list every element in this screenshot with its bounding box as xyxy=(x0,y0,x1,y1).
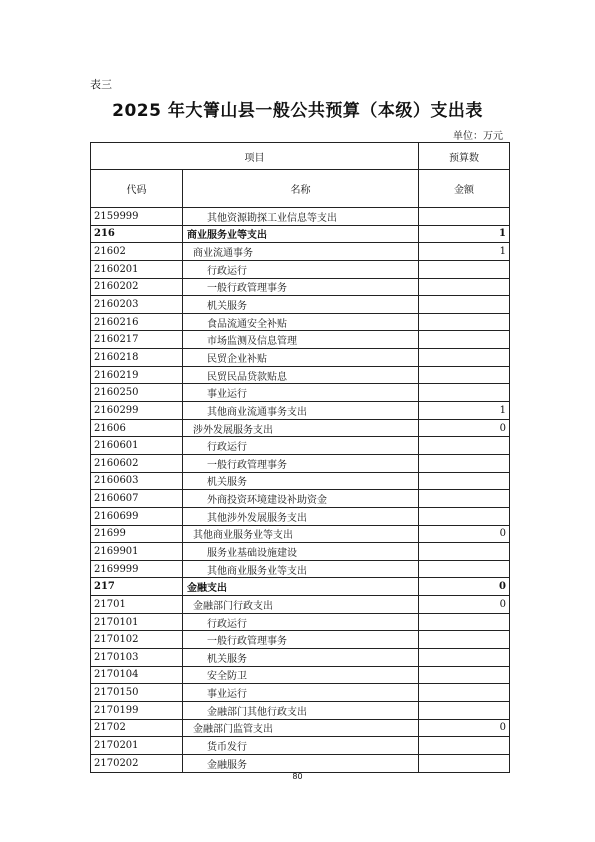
name-cell: 机关服务 xyxy=(183,472,419,490)
code-cell: 2160603 xyxy=(91,472,183,490)
amount-cell xyxy=(419,296,510,314)
name-cell: 事业运行 xyxy=(183,684,419,702)
name-cell: 一般行政管理事务 xyxy=(183,278,419,296)
name-cell: 食品流通安全补贴 xyxy=(183,313,419,331)
table-row xyxy=(91,472,510,490)
header-name: 名称 xyxy=(183,170,419,208)
table-row xyxy=(91,419,510,437)
code-cell: 2170199 xyxy=(91,701,183,719)
name-cell: 行政运行 xyxy=(183,437,419,455)
header-row-bottom xyxy=(91,170,510,208)
amount-cell xyxy=(419,331,510,349)
name-cell: 其他商业流通事务支出 xyxy=(183,402,419,420)
name-cell: 金融部门行政支出 xyxy=(183,596,419,614)
code-cell: 2160218 xyxy=(91,349,183,367)
name-cell: 机关服务 xyxy=(183,649,419,667)
name-cell: 行政运行 xyxy=(183,613,419,631)
name-cell: 其他商业服务业等支出 xyxy=(183,525,419,543)
amount-cell xyxy=(419,613,510,631)
table-row xyxy=(91,225,510,243)
table-row xyxy=(91,737,510,755)
code-cell: 2160217 xyxy=(91,331,183,349)
amount-cell: 0 xyxy=(419,578,510,596)
code-cell: 2170201 xyxy=(91,737,183,755)
amount-cell xyxy=(419,437,510,455)
table-row xyxy=(91,490,510,508)
amount-cell: 0 xyxy=(419,525,510,543)
table-row xyxy=(91,507,510,525)
code-cell: 2160216 xyxy=(91,313,183,331)
name-cell: 外商投资环境建设补助资金 xyxy=(183,490,419,508)
amount-cell xyxy=(419,454,510,472)
amount-cell: 1 xyxy=(419,225,510,243)
table-body xyxy=(91,208,510,773)
name-cell: 金融部门监管支出 xyxy=(183,719,419,737)
name-cell: 事业运行 xyxy=(183,384,419,402)
name-cell: 机关服务 xyxy=(183,296,419,314)
amount-cell xyxy=(419,278,510,296)
table-row xyxy=(91,684,510,702)
header-project: 项目 xyxy=(91,143,419,170)
code-cell: 21699 xyxy=(91,525,183,543)
name-cell: 其他资源勘探工业信息等支出 xyxy=(183,208,419,226)
name-cell: 市场监测及信息管理 xyxy=(183,331,419,349)
amount-cell xyxy=(419,666,510,684)
amount-cell xyxy=(419,260,510,278)
name-cell: 行政运行 xyxy=(183,260,419,278)
code-cell: 2169901 xyxy=(91,543,183,561)
header-code: 代码 xyxy=(91,170,183,208)
table-row xyxy=(91,243,510,261)
table-row xyxy=(91,525,510,543)
code-cell: 2160250 xyxy=(91,384,183,402)
name-cell: 金融支出 xyxy=(183,578,419,596)
amount-cell: 1 xyxy=(419,402,510,420)
amount-cell xyxy=(419,208,510,226)
table-row xyxy=(91,596,510,614)
amount-cell: 0 xyxy=(419,719,510,737)
code-cell: 2160203 xyxy=(91,296,183,314)
amount-cell xyxy=(419,472,510,490)
table-row xyxy=(91,260,510,278)
amount-cell: 0 xyxy=(419,419,510,437)
code-cell: 2170150 xyxy=(91,684,183,702)
amount-cell xyxy=(419,507,510,525)
name-cell: 安全防卫 xyxy=(183,666,419,684)
amount-cell xyxy=(419,349,510,367)
amount-cell xyxy=(419,543,510,561)
table-row xyxy=(91,349,510,367)
table-row xyxy=(91,578,510,596)
table-row xyxy=(91,649,510,667)
code-cell: 2170202 xyxy=(91,754,183,772)
amount-cell xyxy=(419,384,510,402)
code-cell: 2170102 xyxy=(91,631,183,649)
budget-table xyxy=(90,142,510,773)
table-label: 表三 xyxy=(90,78,112,91)
amount-cell xyxy=(419,701,510,719)
amount-cell xyxy=(419,560,510,578)
table-row xyxy=(91,666,510,684)
code-cell: 2160602 xyxy=(91,454,183,472)
name-cell: 民贸企业补贴 xyxy=(183,349,419,367)
code-cell: 2160601 xyxy=(91,437,183,455)
header-budget: 预算数 xyxy=(419,143,510,170)
code-cell: 2170101 xyxy=(91,613,183,631)
amount-cell xyxy=(419,366,510,384)
name-cell: 其他商业服务业等支出 xyxy=(183,560,419,578)
page-number: 80 xyxy=(292,772,303,781)
unit-label: 单位：万元 xyxy=(453,131,503,142)
name-cell: 一般行政管理事务 xyxy=(183,631,419,649)
code-cell: 2160607 xyxy=(91,490,183,508)
code-cell: 2160219 xyxy=(91,366,183,384)
table-row xyxy=(91,296,510,314)
table-row xyxy=(91,701,510,719)
code-cell: 2160201 xyxy=(91,260,183,278)
amount-cell xyxy=(419,631,510,649)
page-title: 2025 年大箐山县一般公共预算（本级）支出表 xyxy=(112,101,483,121)
table-row xyxy=(91,560,510,578)
table-row xyxy=(91,331,510,349)
amount-cell xyxy=(419,737,510,755)
table-row xyxy=(91,437,510,455)
amount-cell: 0 xyxy=(419,596,510,614)
table-row xyxy=(91,454,510,472)
code-cell: 21702 xyxy=(91,719,183,737)
code-cell: 216 xyxy=(91,225,183,243)
table-row xyxy=(91,208,510,226)
header-row-top xyxy=(91,143,510,170)
table-row xyxy=(91,754,510,772)
code-cell: 2160202 xyxy=(91,278,183,296)
table-row xyxy=(91,719,510,737)
name-cell: 商业流通事务 xyxy=(183,243,419,261)
code-cell: 2170103 xyxy=(91,649,183,667)
amount-cell xyxy=(419,649,510,667)
table-row xyxy=(91,543,510,561)
code-cell: 21701 xyxy=(91,596,183,614)
table-row xyxy=(91,384,510,402)
table-row xyxy=(91,631,510,649)
table-row xyxy=(91,366,510,384)
name-cell: 涉外发展服务支出 xyxy=(183,419,419,437)
code-cell: 21602 xyxy=(91,243,183,261)
name-cell: 民贸民品贷款贴息 xyxy=(183,366,419,384)
name-cell: 服务业基础设施建设 xyxy=(183,543,419,561)
name-cell: 一般行政管理事务 xyxy=(183,454,419,472)
table-row xyxy=(91,313,510,331)
table-row xyxy=(91,402,510,420)
code-cell: 2159999 xyxy=(91,208,183,226)
table-row xyxy=(91,613,510,631)
amount-cell xyxy=(419,490,510,508)
name-cell: 货币发行 xyxy=(183,737,419,755)
code-cell: 2170104 xyxy=(91,666,183,684)
code-cell: 21606 xyxy=(91,419,183,437)
name-cell: 金融服务 xyxy=(183,754,419,772)
header-amount: 金额 xyxy=(419,170,510,208)
code-cell: 2160299 xyxy=(91,402,183,420)
amount-cell xyxy=(419,684,510,702)
code-cell: 2160699 xyxy=(91,507,183,525)
table-row xyxy=(91,278,510,296)
code-cell: 217 xyxy=(91,578,183,596)
amount-cell xyxy=(419,754,510,772)
amount-cell: 1 xyxy=(419,243,510,261)
name-cell: 其他涉外发展服务支出 xyxy=(183,507,419,525)
amount-cell xyxy=(419,313,510,331)
code-cell: 2169999 xyxy=(91,560,183,578)
name-cell: 金融部门其他行政支出 xyxy=(183,701,419,719)
name-cell: 商业服务业等支出 xyxy=(183,225,419,243)
